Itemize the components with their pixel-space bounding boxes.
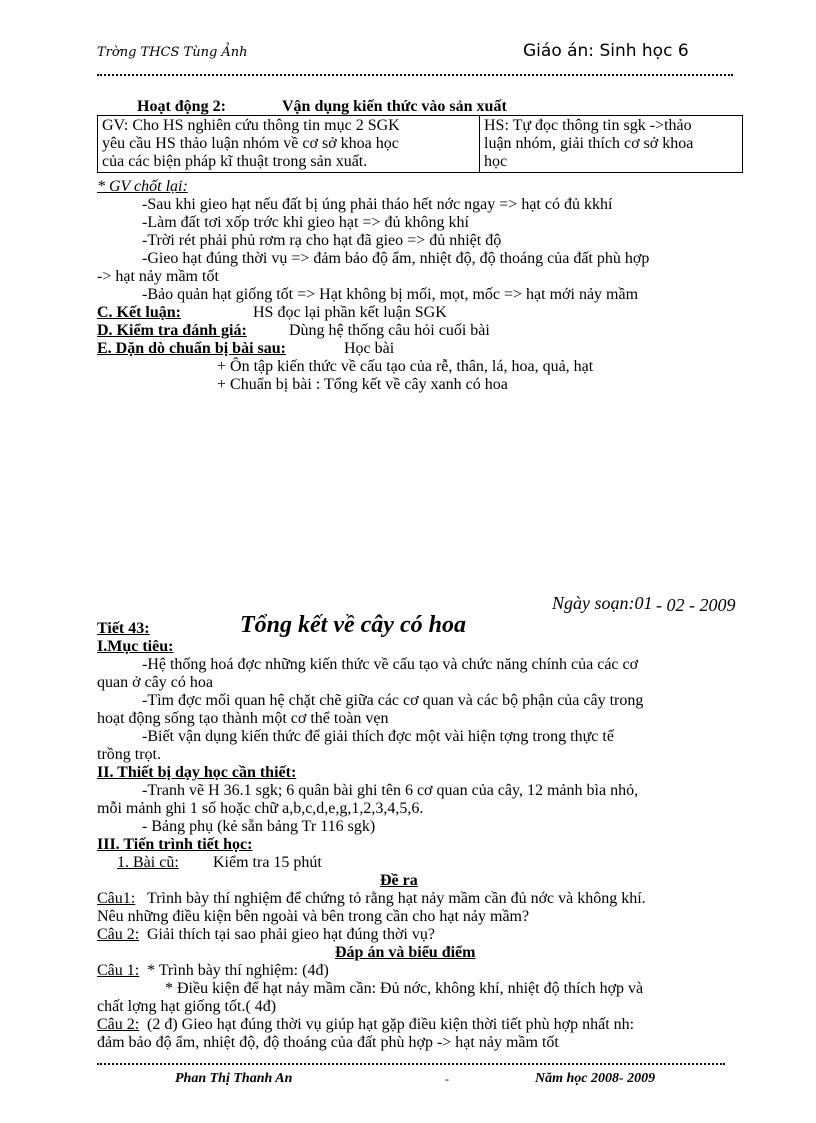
school-year: Năm học 2008- 2009 (535, 1071, 656, 1086)
activity-table (97, 115, 743, 173)
lesson-plan-label: Giáo án: Sinh học 6 (523, 41, 689, 61)
conclusion-label: C. Kết luận: (97, 304, 181, 321)
summary-item: -Bảo quản hạt giống tốt => Hạt không bị mối, mọt, mốc => hạt mới nảy mầm (142, 286, 639, 303)
summary-item: -Trời rét phải phủ rơm rạ cho hạt đã gieo => đủ nhiệt độ (142, 232, 502, 249)
objectives-heading: I.Mục tiêu: (97, 638, 174, 655)
prep-date-rest: - 02 - 2009 (656, 595, 736, 615)
lesson-number: Tiết 43: (97, 620, 150, 637)
answer-1-text: * Trình bày thí nghiệm: (4đ) (147, 962, 329, 979)
question-2-text: Giải thích tại sao phải gieo hạt đúng thời vụ? (147, 926, 435, 943)
header-divider (97, 74, 733, 76)
objective-line: -Biết vận dụng kiến thức để giải thích đợc một vài hiện tợng trong thực tế (142, 728, 614, 745)
assessment-label: D. Kiểm tra đánh giá: (97, 322, 247, 339)
student-activity-line: học (484, 153, 508, 170)
summary-item: -> hạt nảy mầm tốt (97, 268, 219, 285)
activity-heading-title: Vận dụng kiến thức vào sản xuất (282, 98, 507, 115)
student-activity-line: HS: Tự đọc thông tin sgk ->thảo (484, 117, 692, 134)
objective-line: trồng trọt. (97, 746, 161, 763)
equipment-line: -Tranh vẽ H 36.1 sgk; 6 quân bài ghi tên 6 cơ quan của cây, 12 mảnh bìa nhỏ, (142, 782, 639, 799)
homework-item: + Chuẩn bị bài : Tổng kết về cây xanh có hoa (217, 376, 508, 393)
equipment-line: - Bảng phụ (kẻ sẵn bảng Tr 116 sgk) (142, 818, 376, 835)
activity-table-row (98, 116, 743, 173)
lesson-title: Tổng kết về cây có hoa (240, 612, 466, 638)
answer-2-label: Câu 2: (97, 1016, 140, 1033)
prep-date-label: Ngày soạn:01 (552, 593, 653, 613)
question-1-text: Trình bày thí nghiệm để chứng tỏ rằng hạt nảy mầm cần đủ nớc và không khí. (147, 890, 646, 907)
objective-line: -Hệ thống hoá đợc những kiến thức về cấu tạo và chức năng chính của các cơ (142, 656, 639, 673)
objective-line: hoạt động sống tạo thành một cơ thể toàn vẹn (97, 710, 389, 727)
answer-2-text-cont: đảm bảo độ ẩm, nhiệt độ, độ thoáng của đất phù hợp -> hạt nảy mầm tốt (97, 1034, 559, 1051)
footer-separator: - (445, 1072, 449, 1086)
summary-item: -Làm đất tơi xốp trớc khi gieo hạt => đủ không khí (142, 214, 469, 231)
equipment-line: mỗi mảnh ghi 1 số hoặc chữ a,b,c,d,e,g,1,2,3,4,5,6. (97, 800, 424, 817)
equipment-heading: II. Thiết bị dạy học cần thiết: (97, 764, 297, 781)
student-activity-line: luận nhóm, giải thích cơ sở khoa (484, 135, 694, 152)
answer-1-label: Câu 1: (97, 962, 140, 979)
old-lesson-label: 1. Bài cũ: (117, 854, 179, 871)
homework-label: E. Dặn dò chuẩn bị bài sau: (97, 340, 286, 357)
author-name: Phan Thị Thanh An (175, 1071, 293, 1086)
student-activity-cell (480, 116, 743, 173)
question-1-text-cont: Nêu những điều kiện bên ngoài và bên trong cần cho hạt nảy mầm? (97, 908, 530, 925)
objective-line: quan ở cây có hoa (97, 674, 213, 691)
school-name: Trờng THCS Tùng Ảnh (97, 45, 248, 60)
objective-line: -Tìm đợc mối quan hệ chặt chẽ giữa các cơ quan và các bộ phận của cây trong (142, 692, 644, 709)
homework-item: + Ôn tập kiến thức về cấu tạo của rễ, thân, lá, hoa, quả, hạt (217, 358, 594, 375)
exam-title: Đề ra (380, 872, 418, 889)
gv-summary-label: * GV chốt lại: (97, 178, 188, 195)
summary-item: -Sau khi gieo hạt nếu đất bị úng phải tháo hết nớc ngay => hạt có đủ kkhí (142, 196, 613, 213)
teacher-activity-line: yêu cầu HS thảo luận nhóm về cơ sở khoa học (102, 135, 399, 152)
answer-1-text-cont: chất lợng hạt giống tốt.( 4đ) (97, 998, 277, 1015)
old-lesson-text: Kiểm tra 15 phút (213, 854, 322, 871)
footer-divider (97, 1063, 725, 1065)
teacher-activity-line: của các biện pháp kĩ thuật trong sản xuất. (102, 153, 368, 170)
question-2-label: Câu 2: (97, 926, 140, 943)
question-1-label: Câu1: (97, 890, 136, 907)
assessment-text: Dùng hệ thống câu hỏi cuối bài (289, 322, 490, 339)
teacher-activity-cell (98, 116, 480, 173)
procedure-heading: III. Tiến trình tiết học: (97, 836, 253, 853)
summary-item: -Gieo hạt đúng thời vụ => đảm bảo độ ẩm, nhiệt độ, độ thoáng của đất phù hợp (142, 250, 650, 267)
activity-heading-label: Hoạt động 2: (137, 98, 226, 115)
conclusion-text: HS đọc lại phần kết luận SGK (253, 304, 447, 321)
answer-1-text-cont: * Điều kiện để hạt nảy mầm cần: Đủ nớc, không khí, nhiệt độ thích hợp và (165, 980, 644, 997)
homework-text: Học bài (344, 340, 395, 357)
teacher-activity-line: GV: Cho HS nghiên cứu thông tin mục 2 SGK (102, 117, 400, 134)
answer-2-text: (2 đ) Gieo hạt đúng thời vụ giúp hạt gặp điều kiện thời tiết phù hợp nhất nh: (147, 1016, 635, 1033)
answer-title: Đáp án và biểu điểm (335, 944, 476, 961)
